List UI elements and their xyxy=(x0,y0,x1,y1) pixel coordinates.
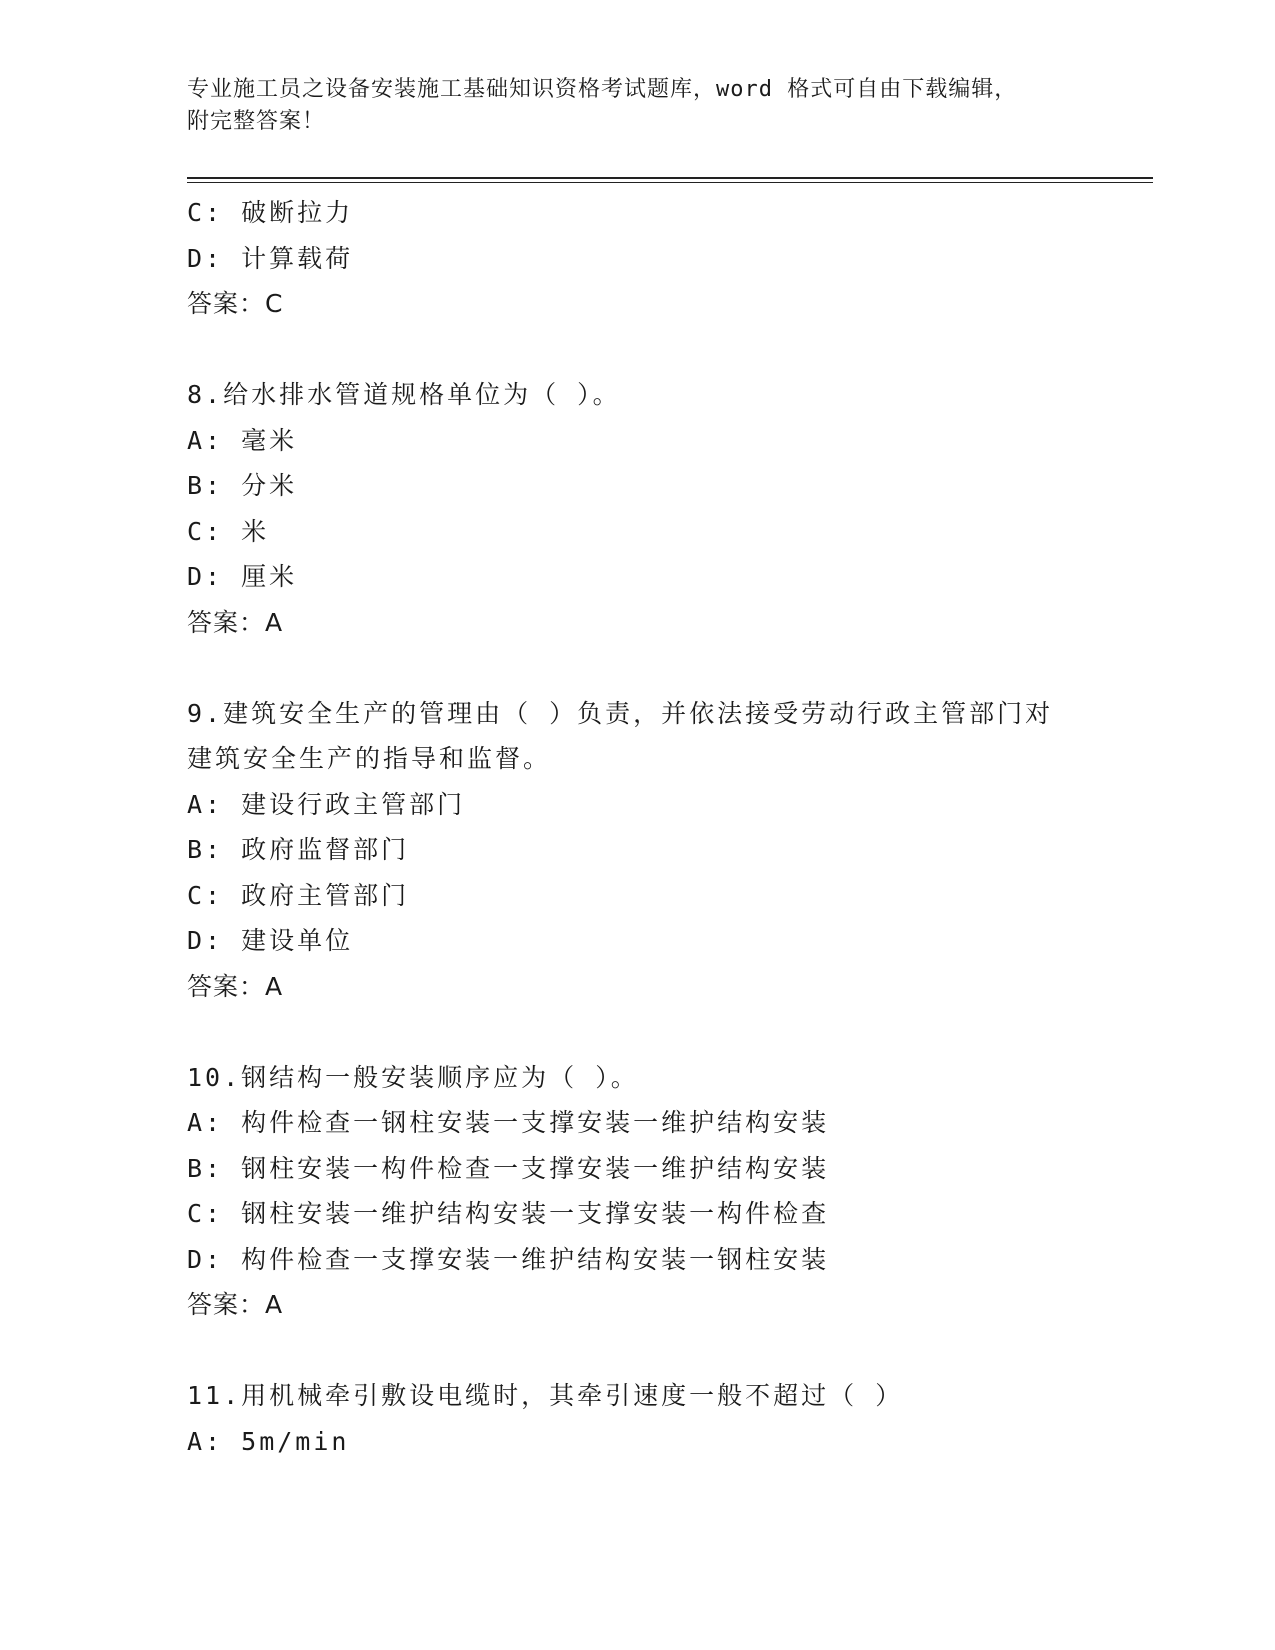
option-c: C: 政府主管部门 xyxy=(187,880,410,910)
spacer xyxy=(187,645,1087,691)
option-d: D: 建设单位 xyxy=(187,926,354,955)
option-a: A: 毫米 xyxy=(187,425,298,455)
question-block-10 xyxy=(187,1055,1087,1328)
question-block-8 xyxy=(187,372,1087,645)
answer-text: 答案：A xyxy=(187,1290,284,1319)
header-line-2: 附完整答案！ xyxy=(187,109,326,134)
option-d: D: 构件检查一支撑安装一维护结构安装一钢柱安装 xyxy=(187,1244,830,1274)
question-text: 10.钢结构一般安装顺序应为（ ）。 xyxy=(187,1062,639,1092)
question-list xyxy=(187,190,1087,1464)
spacer xyxy=(187,1009,1087,1055)
option-c: C: 破断拉力 xyxy=(187,198,354,227)
option-d: D: 厘米 xyxy=(187,562,298,591)
option-a: A: 5m/min xyxy=(187,1426,350,1456)
header-divider-thin xyxy=(187,182,1153,183)
question-text: 8.给水排水管道规格单位为（ ）。 xyxy=(187,380,621,409)
question-block-9 xyxy=(187,691,1087,1010)
question-text-line-1: 9.建筑安全生产的管理由（ ）负责，并依法接受劳动行政主管部门对 xyxy=(187,698,1054,728)
spacer xyxy=(187,327,1087,373)
question-text: 11.用机械牵引敷设电缆时，其牵引速度一般不超过（ ） xyxy=(187,1381,904,1410)
spacer xyxy=(187,1328,1087,1374)
option-b: B: 分米 xyxy=(187,471,298,500)
question-text-line-2: 建筑安全生产的指导和监督。 xyxy=(187,744,552,773)
option-c: C: 米 xyxy=(187,516,270,546)
option-a: A: 构件检查一钢柱安装一支撑安装一维护结构安装 xyxy=(187,1108,830,1137)
option-b: B: 钢柱安装一构件检查一支撑安装一维护结构安装 xyxy=(187,1153,830,1183)
header-divider-thick xyxy=(187,177,1153,179)
answer-text: 答案：C xyxy=(187,289,284,318)
option-b: B: 政府监督部门 xyxy=(187,835,410,864)
option-d: D: 计算载荷 xyxy=(187,243,354,273)
answer-text: 答案：A xyxy=(187,607,284,637)
document-header xyxy=(187,74,1067,138)
option-c: C: 钢柱安装一维护结构安装一支撑安装一构件检查 xyxy=(187,1199,830,1228)
option-a: A: 建设行政主管部门 xyxy=(187,789,466,819)
question-block-11 xyxy=(187,1373,1087,1464)
header-line-1: 专业施工员之设备安装施工基础知识资格考试题库，word 格式可自由下载编辑， xyxy=(187,77,1018,102)
answer-text: 答案：A xyxy=(187,971,284,1001)
question-block-prev xyxy=(187,190,1087,327)
